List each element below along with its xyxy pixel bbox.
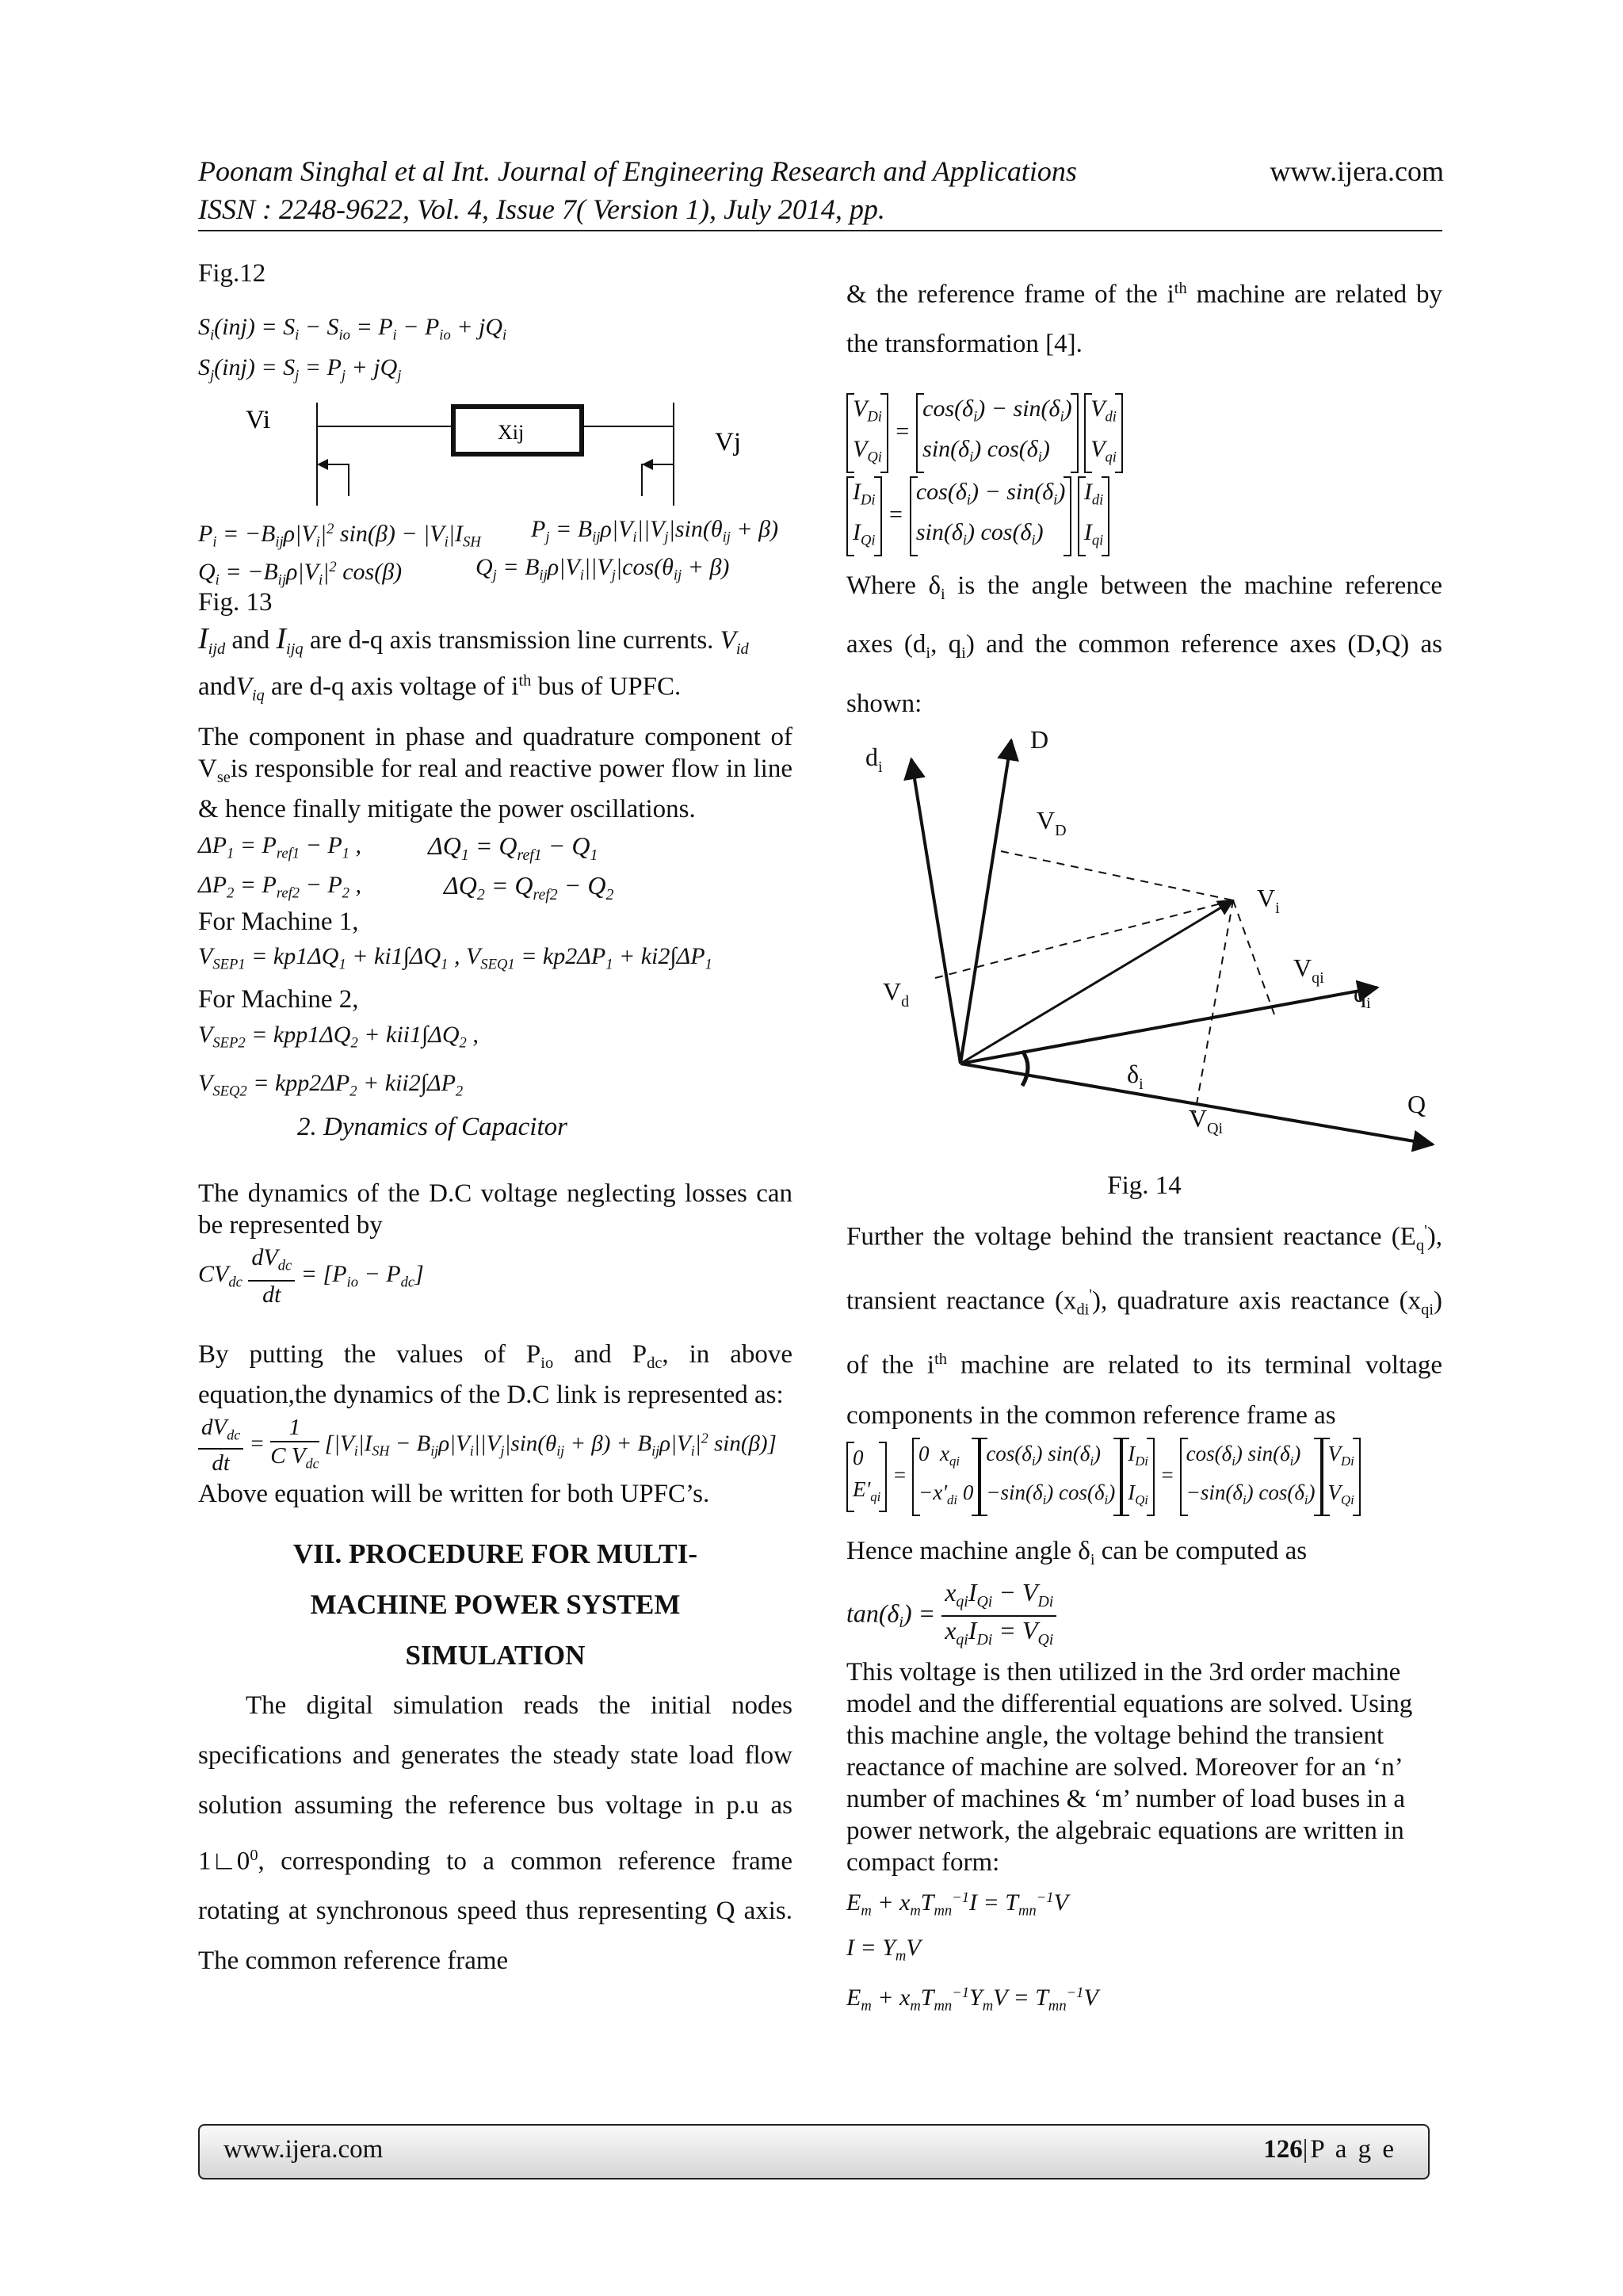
para-simulation: The digital simulation reads the initial nodes specifications and generates the steady state load flow solution assuming the reference bus voltage in p.u as $1∟0^0$, corresponding to a common reference frame rotating at synchronous speed thus representing Q axis. The common reference frame [198,1691,792,1976]
header-website[interactable]: www.ijera.com [1270,155,1444,187]
label-Vi: $V_i$ [1257,883,1280,917]
label-di: $d_i$ [865,742,883,776]
eq-machine2b: $V_{SEQ2} = kpp2\Delta P_2 + kii2\int\Delta P_2$ [198,1069,464,1100]
fig14-label: Fig. 14 [1107,1171,1182,1200]
left-column [198,258,792,1986]
right-column [846,258,1442,2024]
para-further: Further the voltage behind the transient reactance $(E_q')$, transient reactance $(x_{di}')$, quadrature axis reactance $(x_{qi})$ of the $i^{th}$ machine are related to its terminal voltage components in the common reference frame as [846,1221,1443,1430]
header-journal: Poonam Singhal et al Int. Journal of Engineering Research and Applications [198,155,1077,187]
section-heading-vii: VII. PROCEDURE FOR MULTI- [292,1538,698,1570]
footer-page-number: 126|P a g e [1263,2135,1396,2164]
fig12-label: Fig.12 [198,259,266,288]
footer-website[interactable]: www.ijera.com [223,2135,384,2164]
label-qi: $q_i$ [1354,978,1371,1012]
header-rule [198,230,1442,231]
label-xij: Xij [498,421,525,444]
section-heading-vii-line2: MACHINE POWER SYSTEM [310,1589,681,1621]
eq-dq1: $\Delta Q_1 = Q_{ref1} - Q_1$ [428,831,598,864]
para-machine-model: This voltage is then utilized in the 3rd order machine model and the differential equations are solved. Using this machine angle, the voltage behind the transient reactance of machine are solved. Moreover for an ‘n’ number of machines & ‘m’ number of load buses in a power network, the algebraic equations are written in compact form: [846,1658,1413,1878]
eq-qi: $Q_i = -B_{ij}\rho|V_i|^2$ cos(β) [198,559,403,589]
para-currents: $I_{ijd}$ and $I_{ijq}$ are d-q axis transmission line currents. $V_{id}$ [198,622,749,659]
page-header [198,152,1444,228]
fig14-phasor-diagram [846,724,1442,1168]
para-where-delta: Where $\delta_i$ is the angle between the machine reference axes ($d_i$, $q_i$) and the common reference axes (D,Q) as shown: [846,571,1443,718]
eq-capacitor: $CV_{dc}$ $\frac{dV_{dc}}{dt}$ = $[P_{io} - P_{dc}]$ [198,1244,424,1308]
label-Vqi: $V_{qi}$ [1293,953,1324,987]
eq-dq2: $\Delta Q_2 = Q_{ref2} - Q_2$ [444,870,614,904]
eq-compact-1: $E_m + x_mT_{mn}^{-1}I = T_{mn}^{-1}V$ [846,1889,1068,1920]
eq-transform-current: $I_{Di}$ $I_{Qi}$ = $\cos(\delta_i) - \sin(\delta_i)$ $\sin(\delta_i)$ $\cos(\delta_i)$ $I_{di}$ $I_{qi}$ [846,476,1442,556]
label-Q: Q [1407,1089,1426,1118]
label-vj: Vj [715,428,741,457]
eq-machine-relation: 0 $E'_{qi}$ = 0 $x_{qi}$ $-x'_{di}$ 0 $\cos(\delta_i)$ $\sin(\delta_i)$ $-\sin(\delta_i)$ $\cos(\delta_i)$ $I_{Di}$ $I_{Qi}$ = $\cos(\delta_i)$ $\sin(\delta_i)$ $-\sin(\delta_i)$ $\cos(\delta_i)$ $V_{Di}$ $V_{Qi}$ [846,1438,1442,1517]
label-vi: Vi [246,406,271,434]
fig13-label: Fig. 13 [198,588,273,617]
eq-dp2: $\Delta P_2 = P_{ref2} - P_2$ , [198,871,361,902]
label-Vd: $V_d$ [883,976,910,1010]
eq-tan-delta: $\tan(\delta_i)$ = $\frac{x_{qi}I_{Qi} - V_{Di}}{x_{qi}I_{Di} = V_{Qi}}$ [846,1579,1442,1653]
eq-dp1: $\Delta P_1 = P_{ref1} - P_1$ , [198,831,361,862]
delta-equations [198,830,792,906]
para-both-upfc: Above equation will be written for both UPFC’s. [198,1480,710,1509]
eq-dc-link: $\frac{dV_{dc}}{dt}$ = $\frac{1}{C V_{dc}}$ [$|V_i|I_{SH} - B_{ij}\rho|V_i||V_j|\sin(\theta_{ij} + \beta) + B_{ij}\rho|V_i|^2$ sin(β)] [198,1414,792,1477]
eq-compact-2: $I = Y_mV$ [846,1935,921,1965]
machine2-label: For Machine 2, [198,985,359,1014]
label-VD: $V_D$ [1037,805,1067,839]
eq-sj-inj: $S_j(inj) = S_j = P_j + jQ_j$ [198,353,402,384]
eq-compact-3: $E_m + x_mT_{mn}^{-1}Y_mV = T_{mn}^{-1}V$ [846,1984,1098,2015]
label-delta-i: $\delta_i$ [1127,1059,1144,1093]
para-putting-values: By putting the values of $P_{io}$ and $P_{dc}$, in above equation,the dynamics of the D.C link is represented as: [198,1339,793,1409]
page-footer [198,2124,1430,2179]
fig13-line-diagram [198,395,792,514]
eq-qj: $Q_j = B_{ij}\rho|V_i||V_j|\cos(\theta_{ij} + \beta)$ [475,554,730,584]
para-component: The component in phase and quadrature component of $V_{se}is$ responsible for real and reactive power flow in line & hence finally mitigate the power oscillations. [198,722,792,823]
section-dynamics-capacitor: 2. Dynamics of Capacitor [297,1113,567,1142]
eq-transform-voltage: $V_{Di}$ $V_{Qi}$ = $\cos(\delta_i) - \sin(\delta_i)$ $\sin(\delta_i)$ $\cos(\delta_i)$ $V_{di}$ $V_{qi}$ [846,393,1442,473]
eq-machine1: $V_{SEP1} = kp1\Delta Q_1 + ki1\int\Delta Q_1$ , $V_{SEQ1} = kp2\Delta P_1 + ki2\int\Delta P_1$ [198,942,712,973]
label-VQi: $V_{Qi}$ [1189,1103,1224,1137]
eq-machine2a: $V_{SEP2} = kpp1\Delta Q_2 + kii1\int\Delta Q_2$ , [198,1022,479,1052]
para-hence-angle: Hence machine angle $\delta_i$ can be computed as [846,1537,1308,1569]
eq-pj: $P_j = B_{ij}\rho|V_i||V_j|\sin(\theta_{ij} + \beta)$ [531,516,779,546]
section-heading-vii-line3: SIMULATION [405,1640,586,1671]
label-D: D [1030,724,1049,754]
header-issn: ISSN : 2248-9622, Vol. 4, Issue 7( Version 1), July 2014, pp. [198,193,885,225]
para-reference-frame: & the reference frame of the $i^{th}$ machine are related by the transformation [4]. [846,280,1443,359]
eq-pi: $P_i = -B_{ij}\rho|V_i|^2$ $\sin(\beta) - |V_i|I_{SH}$ [198,521,481,551]
para-voltages: andV$_{iq}$ are d-q axis voltage of $i^{th}$ bus of UPFC. [198,672,682,705]
machine1-label: For Machine 1, [198,907,359,936]
eq-si-inj: $S_i(inj) = S_i - S_{io} = P_i - P_{io} + jQ_i$ [198,314,507,344]
power-equations [198,514,792,589]
para-dc-dynamics: The dynamics of the D.C voltage neglecting losses can be represented by [198,1179,792,1240]
